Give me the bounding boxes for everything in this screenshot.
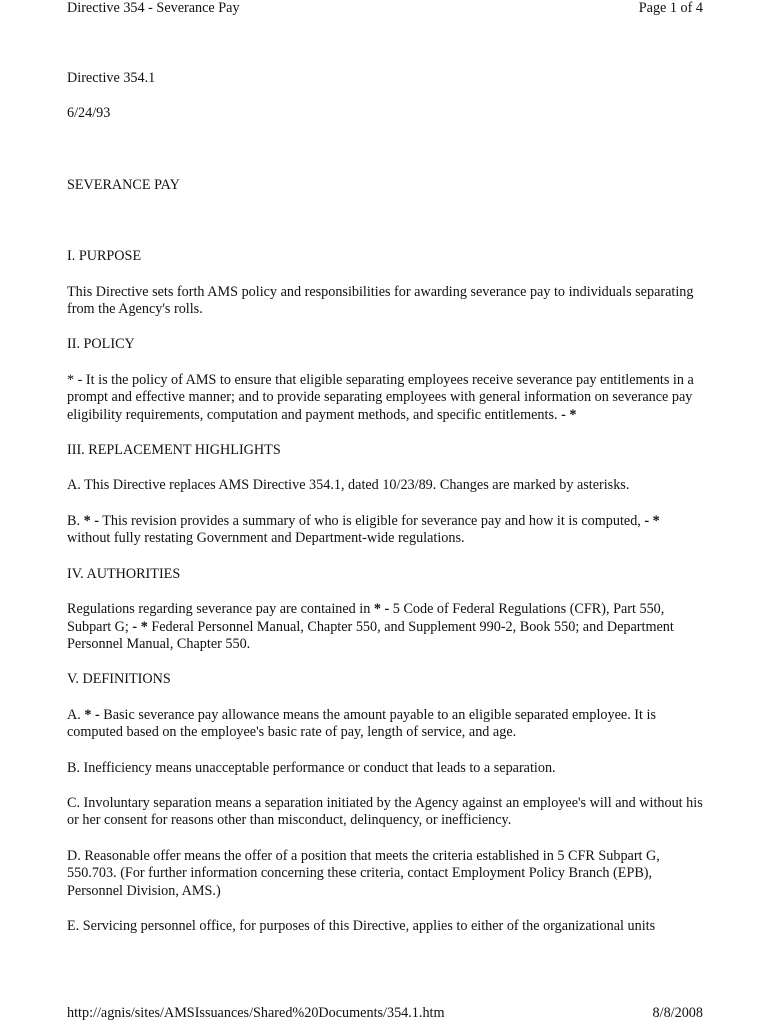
page-header [67,0,703,17]
definition-b: B. Inefficiency means unacceptable performance or conduct that leads to a separation. [67,759,556,776]
definition-a-body: Basic severance pay allowance means the amount payable to an eligible separated employee. It is computed based on the employee's basic rate of pay, length of service, and age. [67,706,656,741]
authorities-body: Regulations regarding severance pay are contained in [67,601,374,618]
change-marker: - * [561,406,577,423]
replacement-a: A. This Directive replaces AMS Directive 354.1, dated 10/23/89. Changes are marked by asterisks. [67,477,630,494]
definition-e: E. Servicing personnel office, for purposes of this Directive, applies to either of the organizational units [67,917,656,934]
item-prefix: A. [67,706,85,723]
replacement-heading: III. REPLACEMENT HIGHLIGHTS [67,442,281,459]
spacer [67,212,703,248]
directive-number: Directive 354.1 [67,70,156,86]
policy-body: It is the policy of AMS to ensure that eligible separating employees receive severance pay entitlements in a prompt and effective manner; and to provide separating employees with general information on severance pay eligibility requirements, computation and payment methods, and specific entitlements. [67,371,694,423]
change-marker: * - [84,706,100,723]
item-prefix: B. [67,512,84,529]
purpose-text: This Directive sets forth AMS policy and responsibilities for awarding severance pay to individuals separating from the Agency's rolls. [67,283,694,318]
directive-date: 6/24/93 [67,105,111,122]
authorities-text [67,601,703,653]
change-marker: * - [373,601,390,618]
change-marker: - * [132,618,148,635]
authorities-body-cont: Federal Personnel Manual, Chapter 550, and Supplement 990-2, Book 550; and Department Personnel Manual, Chapter 550. [67,618,674,652]
document-body [67,70,703,953]
page-number: Page 1 of 4 [638,0,703,16]
replacement-b-body-cont: without fully restating Government and Department-wide regulations. [67,530,465,547]
definition-d: D. Reasonable offer means the offer of a position that meets the criteria established in 5 CFR Subpart G, 550.703. (For further information concerning these criteria, contact Employment Policy Branch (EPB), Personnel Division, AMS.) [67,847,660,899]
footer-url: http://agnis/sites/AMSIssuances/Shared%20Documents/354.1.htm [67,1005,445,1021]
policy-heading: II. POLICY [67,336,135,353]
purpose-heading: I. PURPOSE [67,248,142,265]
spacer [67,141,703,177]
document-title: SEVERANCE PAY [67,176,180,193]
change-marker: * - [67,371,83,388]
change-marker: - * [644,512,660,529]
definition-a [67,707,703,742]
header-title: Directive 354 - Severance Pay [67,0,240,16]
change-marker: * - [83,512,99,529]
replacement-b-body: This revision provides a summary of who is eligible for severance pay and how it is computed, [98,512,645,529]
authorities-body-cfr: 5 Code of Federal Regulations (CFR), Part 550, Subpart G; [67,601,665,635]
authorities-heading: IV. AUTHORITIES [67,565,181,582]
policy-text [67,372,703,424]
page-footer [67,1005,703,1022]
replacement-b [67,513,703,548]
definition-c: C. Involuntary separation means a separation initiated by the Agency against an employee's will and without his or her consent for reasons other than misconduct, delinquency, or inefficiency. [67,794,703,829]
footer-date: 8/8/2008 [652,1005,703,1021]
definitions-heading: V. DEFINITIONS [67,671,171,688]
